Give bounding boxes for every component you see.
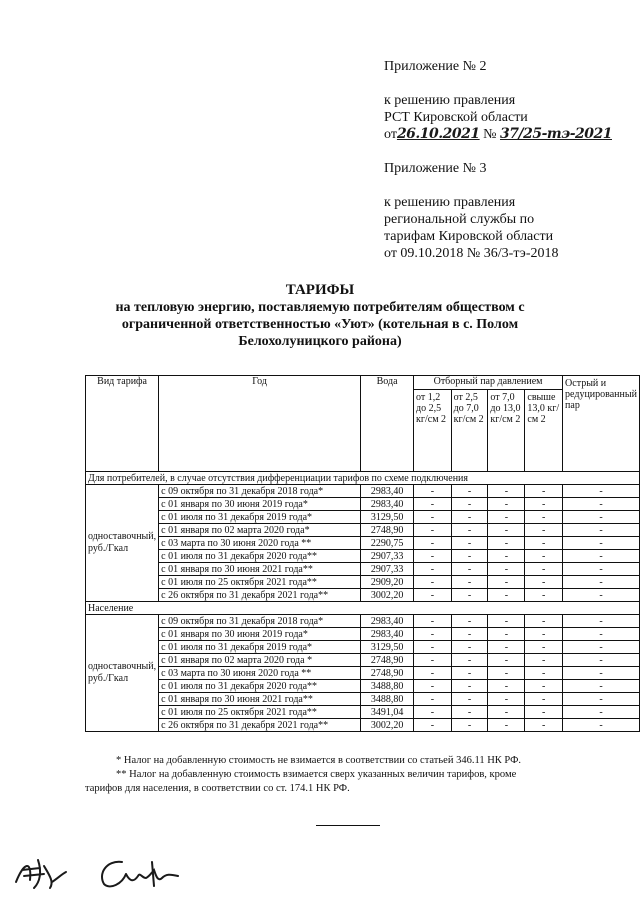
steam-p1-cell: -	[414, 576, 452, 589]
header-pressure-2: от 2,5 до 7,0 кг/см 2	[451, 390, 488, 472]
header-steam: Отборный пар давлением	[414, 376, 563, 390]
steam-p1-cell: -	[414, 615, 452, 628]
table-row	[86, 485, 640, 498]
steam-sharp-cell: -	[563, 628, 640, 641]
steam-sharp-cell: -	[563, 589, 640, 602]
steam-p2-cell: -	[451, 563, 488, 576]
water-price-cell: 2748,90	[361, 654, 414, 667]
steam-sharp-cell: -	[563, 654, 640, 667]
appendix-3-line3: тарифам Кировской области	[384, 229, 554, 244]
table-row	[86, 563, 640, 576]
steam-sharp-cell: -	[563, 498, 640, 511]
steam-p3-cell: -	[488, 706, 525, 719]
subtitle-line2: ограниченной ответственностью «Уют» (котельная в с. Полом	[121, 317, 519, 332]
steam-p2-cell: -	[451, 628, 488, 641]
steam-p1-cell: -	[414, 511, 452, 524]
steam-sharp-cell: -	[563, 680, 640, 693]
appendix-2-line2: РСТ Кировской области	[384, 110, 528, 125]
steam-p4-cell: -	[525, 589, 563, 602]
steam-sharp-cell: -	[563, 719, 640, 732]
table-row	[86, 706, 640, 719]
steam-p3-cell: -	[488, 511, 525, 524]
steam-p1-cell: -	[414, 706, 452, 719]
water-price-cell: 2907,33	[361, 563, 414, 576]
steam-p4-cell: -	[525, 719, 563, 732]
period-cell: с 01 января по 30 июня 2019 года*	[159, 498, 361, 511]
steam-p1-cell: -	[414, 563, 452, 576]
appendix-3-line2: региональной службы по	[384, 212, 535, 227]
steam-p4-cell: -	[525, 550, 563, 563]
steam-p4-cell: -	[525, 576, 563, 589]
steam-p3-cell: -	[488, 589, 525, 602]
table-row	[86, 615, 640, 628]
steam-sharp-cell: -	[563, 706, 640, 719]
table-row	[86, 511, 640, 524]
steam-p4-cell: -	[525, 511, 563, 524]
appendix-3-title: Приложение № 3	[384, 161, 487, 176]
appendix-3-line4: от 09.10.2018 № 36/3-тэ-2018	[384, 246, 559, 261]
steam-p2-cell: -	[451, 706, 488, 719]
steam-p4-cell: -	[525, 615, 563, 628]
header-pressure-1: от 1,2 до 2,5 кг/см 2	[414, 390, 452, 472]
steam-p1-cell: -	[414, 719, 452, 732]
steam-sharp-cell: -	[563, 563, 640, 576]
table-row	[86, 680, 640, 693]
water-price-cell: 2983,40	[361, 485, 414, 498]
steam-p1-cell: -	[414, 537, 452, 550]
steam-p2-cell: -	[451, 615, 488, 628]
table-row	[86, 628, 640, 641]
table-row	[86, 719, 640, 732]
steam-sharp-cell: -	[563, 485, 640, 498]
handwritten-signature-left	[10, 852, 70, 892]
steam-p4-cell: -	[525, 667, 563, 680]
steam-p1-cell: -	[414, 628, 452, 641]
steam-sharp-cell: -	[563, 693, 640, 706]
document-title: ТАРИФЫ	[285, 282, 355, 298]
steam-p4-cell: -	[525, 654, 563, 667]
water-price-cell: 2907,33	[361, 550, 414, 563]
period-cell: с 26 октября по 31 декабря 2021 года**	[159, 589, 361, 602]
appendix-2-block	[384, 58, 612, 143]
period-cell: с 26 октября по 31 декабря 2021 года**	[159, 719, 361, 732]
steam-p3-cell: -	[488, 537, 525, 550]
steam-p2-cell: -	[451, 537, 488, 550]
document-subtitle	[0, 299, 640, 350]
steam-p4-cell: -	[525, 706, 563, 719]
period-cell: с 01 января по 30 июня 2021 года**	[159, 563, 361, 576]
section-header-row	[86, 602, 640, 615]
period-cell: с 09 октября по 31 декабря 2018 года*	[159, 615, 361, 628]
steam-p4-cell: -	[525, 524, 563, 537]
footnote-2-line2: тарифов для населения, в соответствии со ст. 174.1 НК РФ.	[85, 783, 350, 794]
period-cell: с 01 января по 02 марта 2020 года *	[159, 654, 361, 667]
steam-p4-cell: -	[525, 628, 563, 641]
steam-p2-cell: -	[451, 693, 488, 706]
steam-p3-cell: -	[488, 641, 525, 654]
appendix-3-block	[384, 160, 558, 262]
water-price-cell: 2909,20	[361, 576, 414, 589]
steam-p4-cell: -	[525, 485, 563, 498]
water-price-cell: 3129,50	[361, 641, 414, 654]
period-cell: с 01 июля по 25 октября 2021 года**	[159, 706, 361, 719]
header-pressure-4: свыше 13,0 кг/см 2	[525, 390, 563, 472]
steam-p1-cell: -	[414, 667, 452, 680]
steam-p3-cell: -	[488, 654, 525, 667]
separator-line	[316, 825, 380, 826]
steam-p3-cell: -	[488, 615, 525, 628]
steam-p3-cell: -	[488, 693, 525, 706]
steam-p3-cell: -	[488, 485, 525, 498]
steam-sharp-cell: -	[563, 615, 640, 628]
steam-p2-cell: -	[451, 498, 488, 511]
water-price-cell: 3491,04	[361, 706, 414, 719]
steam-p3-cell: -	[488, 576, 525, 589]
appendix-2-handwritten-date: 26.10.2021	[396, 126, 480, 142]
table-row	[86, 537, 640, 550]
steam-sharp-cell: -	[563, 511, 640, 524]
section-header-row	[86, 472, 640, 485]
handwritten-signature-right	[92, 852, 182, 892]
header-water: Вода	[361, 376, 414, 472]
water-price-cell: 2748,90	[361, 524, 414, 537]
steam-p1-cell: -	[414, 680, 452, 693]
period-cell: с 01 июля по 31 декабря 2019 года*	[159, 511, 361, 524]
steam-p1-cell: -	[414, 524, 452, 537]
appendix-2-handwritten-number: 37/25-тэ-2021	[499, 126, 612, 142]
tariff-type-cell: одноставочный, руб./Гкал	[86, 615, 159, 732]
period-cell: с 01 июля по 25 октября 2021 года**	[159, 576, 361, 589]
water-price-cell: 3488,80	[361, 693, 414, 706]
steam-sharp-cell: -	[563, 524, 640, 537]
water-price-cell: 3129,50	[361, 511, 414, 524]
period-cell: с 01 июля по 31 декабря 2020 года**	[159, 680, 361, 693]
steam-p3-cell: -	[488, 550, 525, 563]
steam-p1-cell: -	[414, 654, 452, 667]
header-year: Год	[159, 376, 361, 472]
steam-p2-cell: -	[451, 511, 488, 524]
steam-p1-cell: -	[414, 641, 452, 654]
steam-sharp-cell: -	[563, 641, 640, 654]
appendix-2-decision-line	[384, 126, 612, 143]
footnote-2-line1: ** Налог на добавленную стоимость взимается сверх указанных величин тарифов, кроме	[116, 769, 517, 780]
tariff-table	[85, 375, 640, 732]
water-price-cell: 2983,40	[361, 498, 414, 511]
steam-p1-cell: -	[414, 693, 452, 706]
appendix-2-title: Приложение № 2	[384, 59, 487, 74]
water-price-cell: 2983,40	[361, 628, 414, 641]
table-row	[86, 498, 640, 511]
table-row	[86, 550, 640, 563]
steam-p4-cell: -	[525, 693, 563, 706]
appendix-2-date-prefix: от	[384, 127, 397, 142]
steam-sharp-cell: -	[563, 667, 640, 680]
header-sharp-steam: Острый и редуцированный пар	[563, 376, 640, 472]
table-row	[86, 589, 640, 602]
steam-p2-cell: -	[451, 589, 488, 602]
water-price-cell: 2290,75	[361, 537, 414, 550]
steam-p1-cell: -	[414, 485, 452, 498]
section-title: Для потребителей, в случае отсутствия дифференциации тарифов по схеме подключения	[86, 472, 640, 485]
tariff-type-cell: одноставочный, руб./Гкал	[86, 485, 159, 602]
water-price-cell: 3002,20	[361, 589, 414, 602]
steam-p3-cell: -	[488, 628, 525, 641]
steam-p3-cell: -	[488, 680, 525, 693]
steam-p3-cell: -	[488, 563, 525, 576]
header-pressure-3: от 7,0 до 13,0 кг/см 2	[488, 390, 525, 472]
appendix-2-line1: к решению правления	[384, 93, 516, 108]
period-cell: с 03 марта по 30 июня 2020 года **	[159, 667, 361, 680]
steam-p4-cell: -	[525, 537, 563, 550]
steam-p3-cell: -	[488, 667, 525, 680]
period-cell: с 09 октября по 31 декабря 2018 года*	[159, 485, 361, 498]
steam-p3-cell: -	[488, 719, 525, 732]
steam-p3-cell: -	[488, 498, 525, 511]
subtitle-line1: на тепловую энергию, поставляемую потребителям обществом с	[115, 300, 525, 315]
steam-p2-cell: -	[451, 641, 488, 654]
steam-p2-cell: -	[451, 485, 488, 498]
steam-p4-cell: -	[525, 563, 563, 576]
period-cell: с 01 июля по 31 декабря 2020 года**	[159, 550, 361, 563]
steam-sharp-cell: -	[563, 550, 640, 563]
table-row	[86, 641, 640, 654]
steam-p2-cell: -	[451, 680, 488, 693]
steam-p1-cell: -	[414, 550, 452, 563]
steam-p4-cell: -	[525, 641, 563, 654]
section-title: Население	[86, 602, 640, 615]
steam-sharp-cell: -	[563, 537, 640, 550]
water-price-cell: 3488,80	[361, 680, 414, 693]
table-row	[86, 524, 640, 537]
water-price-cell: 2983,40	[361, 615, 414, 628]
steam-p2-cell: -	[451, 524, 488, 537]
water-price-cell: 3002,20	[361, 719, 414, 732]
steam-p2-cell: -	[451, 719, 488, 732]
footnote-1: * Налог на добавленную стоимость не взимается в соответствии со статьей 346.11 НК РФ.	[116, 755, 521, 766]
table-row	[86, 654, 640, 667]
subtitle-line3: Белохолуницкого района)	[238, 334, 402, 349]
period-cell: с 03 марта по 30 июня 2020 года **	[159, 537, 361, 550]
period-cell: с 01 января по 30 июня 2019 года*	[159, 628, 361, 641]
period-cell: с 01 января по 30 июня 2021 года**	[159, 693, 361, 706]
table-row	[86, 576, 640, 589]
steam-p2-cell: -	[451, 654, 488, 667]
header-tariff-type: Вид тарифа	[86, 376, 159, 472]
table-row	[86, 693, 640, 706]
steam-p1-cell: -	[414, 498, 452, 511]
period-cell: с 01 июля по 31 декабря 2019 года*	[159, 641, 361, 654]
steam-p2-cell: -	[451, 550, 488, 563]
appendix-2-num-prefix: №	[483, 127, 497, 142]
table-row	[86, 667, 640, 680]
steam-p4-cell: -	[525, 680, 563, 693]
steam-sharp-cell: -	[563, 576, 640, 589]
steam-p3-cell: -	[488, 524, 525, 537]
steam-p2-cell: -	[451, 667, 488, 680]
appendix-3-line1: к решению правления	[384, 195, 516, 210]
steam-p4-cell: -	[525, 498, 563, 511]
steam-p1-cell: -	[414, 589, 452, 602]
water-price-cell: 2748,90	[361, 667, 414, 680]
period-cell: с 01 января по 02 марта 2020 года*	[159, 524, 361, 537]
steam-p2-cell: -	[451, 576, 488, 589]
